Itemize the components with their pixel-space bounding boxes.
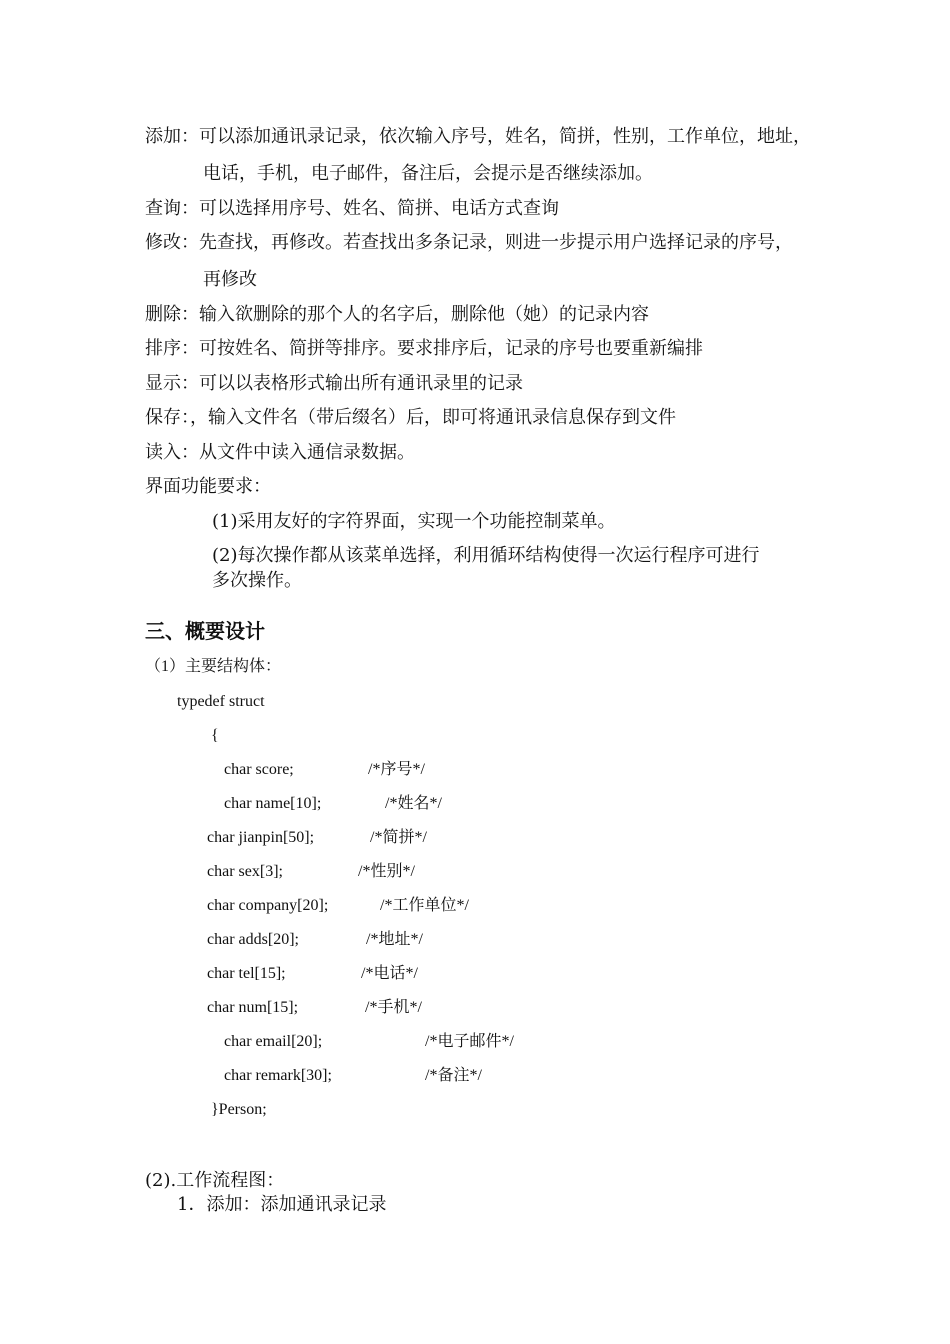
code-field-comment: /*地址*/ bbox=[366, 931, 423, 948]
modify-description-line2: 再修改 bbox=[203, 269, 257, 290]
read-description: 读入：从文件中读入通信录数据。 bbox=[145, 442, 415, 463]
code-field-comment: /*备注*/ bbox=[425, 1067, 482, 1084]
code-field-decl: char company[20]; bbox=[207, 897, 329, 914]
code-field-decl: char remark[30]; bbox=[224, 1067, 332, 1084]
section-heading: 三、概要设计 bbox=[145, 619, 265, 643]
code-field-decl: char score; bbox=[224, 761, 294, 778]
structure-subheading: （1）主要结构体： bbox=[145, 658, 282, 675]
flowchart-subheading: (2).工作流程图： bbox=[145, 1170, 285, 1191]
code-field-comment: /*电话*/ bbox=[361, 965, 418, 982]
modify-description-line1: 修改：先查找，再修改。若查找出多条记录，则进一步提示用户选择记录的序号， bbox=[145, 232, 793, 253]
sort-description: 排序：可按姓名、简拼等排序。要求排序后，记录的序号也要重新编排 bbox=[145, 338, 703, 359]
query-description: 查询：可以选择用序号、姓名、简拼、电话方式查询 bbox=[145, 198, 559, 219]
save-description: 保存：，输入文件名（带后缀名）后，即可将通讯录信息保存到文件 bbox=[145, 407, 676, 428]
code-field-decl: char num[15]; bbox=[207, 999, 299, 1016]
ui-requirements-heading: 界面功能要求： bbox=[145, 476, 271, 497]
code-open-brace: { bbox=[211, 727, 219, 744]
code-close: }Person; bbox=[211, 1101, 267, 1118]
ui-requirement-2-line2: 多次操作。 bbox=[212, 570, 302, 591]
code-field-decl: char name[10]; bbox=[224, 795, 322, 812]
add-description-line1: 添加：可以添加通讯录记录，依次输入序号，姓名，简拼，性别，工作单位，地址， bbox=[145, 126, 811, 147]
code-field-comment: /*工作单位*/ bbox=[380, 897, 469, 914]
code-field-decl: char jianpin[50]; bbox=[207, 829, 315, 846]
code-field-comment: /*序号*/ bbox=[368, 761, 425, 778]
add-description-line2: 电话，手机，电子邮件，备注后，会提示是否继续添加。 bbox=[203, 163, 653, 184]
code-field-decl: char tel[15]; bbox=[207, 965, 286, 982]
ui-requirement-2-line1: (2)每次操作都从该菜单选择，利用循环结构使得一次运行程序可进行 bbox=[212, 545, 760, 566]
code-field-decl: char email[20]; bbox=[224, 1033, 323, 1050]
code-field-comment: /*简拼*/ bbox=[370, 829, 427, 846]
code-field-comment: /*姓名*/ bbox=[385, 795, 442, 812]
code-field-decl: char adds[20]; bbox=[207, 931, 299, 948]
code-field-comment: /*手机*/ bbox=[365, 999, 422, 1016]
delete-description: 删除：输入欲删除的那个人的名字后，删除他（她）的记录内容 bbox=[145, 304, 649, 325]
code-field-comment: /*性别*/ bbox=[358, 863, 415, 880]
code-field-comment: /*电子邮件*/ bbox=[425, 1033, 514, 1050]
code-typedef: typedef struct bbox=[177, 693, 265, 710]
ui-requirement-1: (1)采用友好的字符界面，实现一个功能控制菜单。 bbox=[212, 511, 616, 532]
flow-item-1: 1．添加：添加通讯录记录 bbox=[177, 1194, 387, 1215]
display-description: 显示：可以以表格形式输出所有通讯录里的记录 bbox=[145, 373, 523, 394]
code-field-decl: char sex[3]; bbox=[207, 863, 283, 880]
